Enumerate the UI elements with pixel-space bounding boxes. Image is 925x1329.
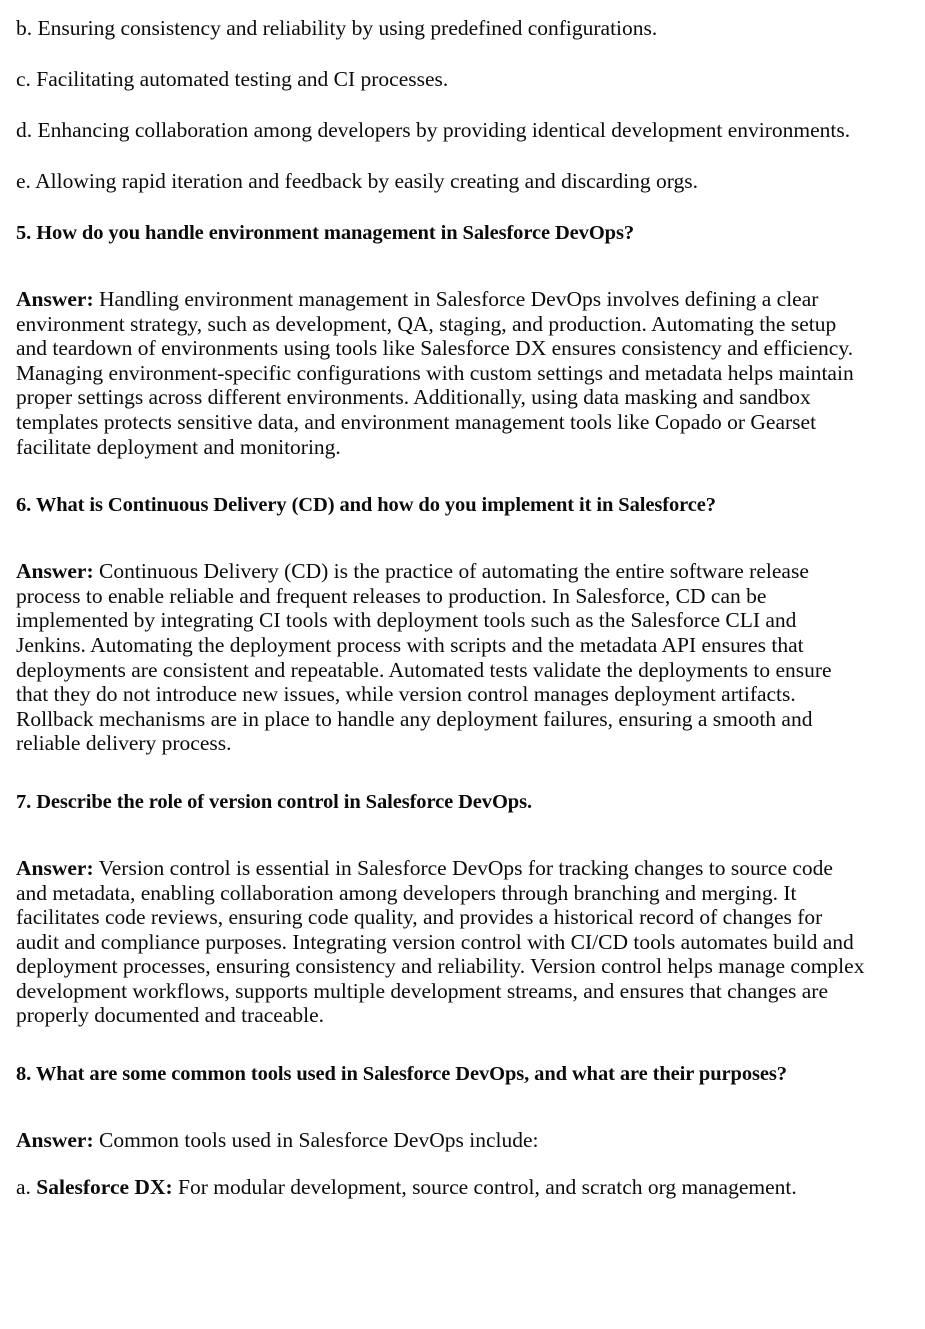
list-item-option-d: d. Enhancing collaboration among developers by providing identical development environments. xyxy=(16,118,851,142)
tool-a-prefix: a. xyxy=(16,1174,37,1199)
list-item-option-c: c. Facilitating automated testing and CI processes. xyxy=(16,67,449,91)
spacer xyxy=(16,816,925,856)
spacer xyxy=(16,247,925,287)
answer-body-8: Common tools used in Salesforce DevOps include: xyxy=(93,1128,539,1153)
spacer xyxy=(16,1153,925,1175)
list-item-option-e: e. Allowing rapid iteration and feedback by easily creating and discarding orgs. xyxy=(16,169,699,193)
answer-paragraph-5 xyxy=(16,287,868,459)
spacer xyxy=(16,1028,925,1061)
spacer xyxy=(16,459,925,492)
answer-label-6: Answer: xyxy=(16,559,94,584)
answer-body-7: Version control is essential in Salesforce DevOps for tracking changes to source code and metadata, enabling collaboration among developers through branching and merging. It facilitates code reviews, ensuring code quality, and provides a historical record of changes for audit and compliance purposes. Integrating version control with CI/CD tools automates build and deployment processes, ensuring consistency and reliability. Version control helps manage complex development workflows, supports multiple development streams, and ensures that changes are properly documented and traceable. xyxy=(16,855,865,1028)
list-item-option-b: b. Ensuring consistency and reliability by using predefined configurations. xyxy=(16,16,658,40)
answer-label-7: Answer: xyxy=(16,855,94,880)
spacer xyxy=(16,1088,925,1128)
answer-label-5: Answer: xyxy=(16,287,94,311)
spacer xyxy=(16,756,925,789)
answer-paragraph-6 xyxy=(16,559,868,756)
tool-a-name: Salesforce DX: xyxy=(36,1174,173,1199)
answer-body-5: Handling environment management in Salesforce DevOps involves defining a clear environment strategy, such as development, QA, staging, and production. Automating the setup and teardown of environments using tools like Salesforce DX ensures consistency and efficiency. Managing environment-specific configurations with custom settings and metadata helps maintain proper settings across different environments. Additionally, using data masking and sandbox templates protects sensitive data, and environment management tools like Copado or Gearset facilitate deployment and monitoring. xyxy=(16,287,854,459)
question-heading-5: 5. How do you handle environment management in Salesforce DevOps? xyxy=(16,222,635,244)
list-item-tool-a xyxy=(16,1175,866,1200)
answer-body-6: Continuous Delivery (CD) is the practice of automating the entire software release process to enable reliable and frequent releases to production. In Salesforce, CD can be implemented by integrating CI tools with deployment tools such as the Salesforce CLI and Jenkins. Automating the deployment process with scripts and the metadata API ensures that deployments are consistent and repeatable. Automated tests validate the deployments to ensure that they do not introduce new issues, while version control manages deployment artifacts. Rollback mechanisms are in place to handle any deployment failures, ensuring a smooth and reliable delivery process. xyxy=(16,559,832,756)
question-heading-8: 8. What are some common tools used in Salesforce DevOps, and what are their purposes? xyxy=(16,1063,787,1086)
tool-a-description: For modular development, source control, and scratch org management. xyxy=(172,1174,797,1199)
answer-paragraph-7 xyxy=(16,856,868,1028)
spacer xyxy=(16,519,925,559)
answer-label-8: Answer: xyxy=(16,1128,94,1153)
answer-paragraph-8 xyxy=(16,1128,868,1153)
question-heading-6: 6. What is Continuous Delivery (CD) and how do you implement it in Salesforce? xyxy=(16,494,716,517)
question-heading-7: 7. Describe the role of version control in Salesforce DevOps. xyxy=(16,790,532,813)
